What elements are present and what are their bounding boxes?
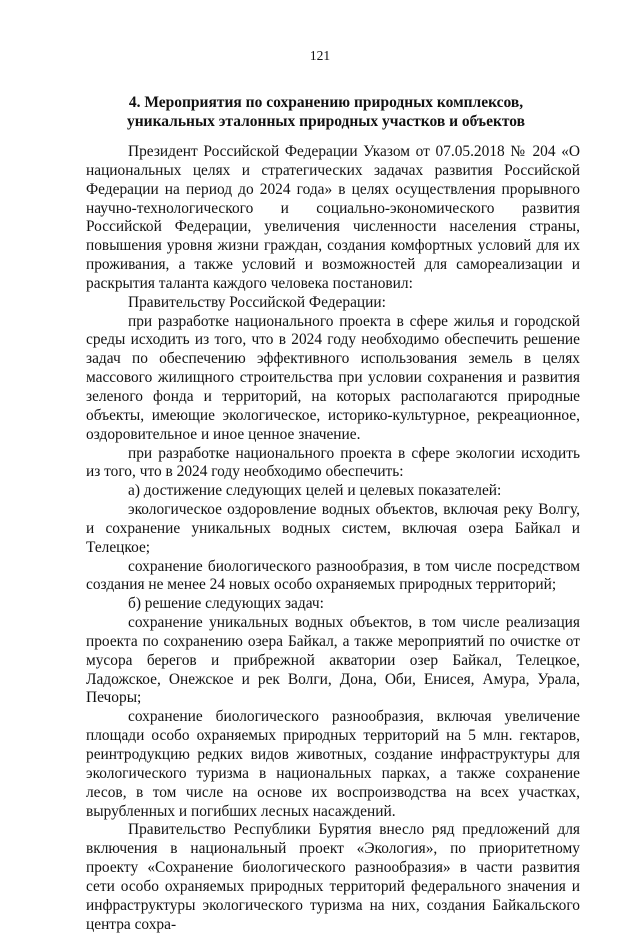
paragraph: сохранение уникальных водных объектов, в том числе реализация проекта по сохранению озера Байкал, а также мероприятий по очистке от мусора берегов и прибрежной акватории озер Байкал, Телецкое, Ладожское, Онежское и рек Волги, Дона, Оби, Енисея, Амура, Урала, Печоры; — [86, 614, 580, 707]
paragraph: Правительство Республики Бурятия внесло ряд предложений для включения в национальный проект «Экология», по приоритетному проекту «Сохранение биологического разнообразия» в части развития сети особо охраняемых природных территорий федерального значения и инфраструктуры экологического туризма на них, создания Байкальского центра сохра- — [86, 821, 580, 933]
paragraph: а) достижение следующих целей и целевых показателей: — [128, 482, 502, 500]
paragraph: при разработке национального проекта в сфере жилья и городской среды исходить из того, что в 2024 году необходимо обеспечить решение задач по обеспечению эффективного использования земель в целях массового жилищного строительства при условии сохранения и развития зеленого фонда и территорий, на которых располагаются природные объекты, имеющие экологическое, историко-культурное, рекреационное, оздоровительное и иное ценное значение. — [86, 312, 580, 443]
paragraph: при разработке национального проекта в сфере экологии исходить из того, что в 2024 году необходимо обеспечить: — [86, 444, 580, 481]
body-text — [86, 143, 580, 934]
section-heading-line-2: уникальных эталонных природных участков и объектов — [126, 113, 526, 130]
paragraph: экологическое оздоровление водных объектов, включая реку Волгу, и сохранение уникальных водных систем, включая озера Байкал и Телецкое; — [86, 501, 580, 556]
section-heading-line-1: 4. Мероприятия по сохранению природных комплексов, — [128, 94, 524, 111]
paragraph: сохранение биологического разнообразия, в том числе посредством создания не менее 24 новых особо охраняемых природных территорий; — [86, 557, 580, 594]
paragraph: Президент Российской Федерации Указом от 07.05.2018 № 204 «О национальных целях и стратегических задачах развития Российской Федерации на период до 2024 года» в целях осуществления прорывного научно-технологического и социально-экономического развития Российской Федерации, увеличения численности населения страны, повышения уровня жизни граждан, создания комфортных условий для их проживания, а также условий и возможностей для самореализации и раскрытия таланта каждого человека постановил: — [86, 143, 580, 292]
page-number: 121 — [309, 48, 331, 63]
paragraph: Правительству Российской Федерации: — [128, 293, 386, 311]
section-heading — [86, 93, 566, 131]
paragraph: б) решение следующих задач: — [128, 595, 324, 613]
paragraph: сохранение биологического разнообразия, включая увеличение площади особо охраняемых природных территорий на 5 млн. гектаров, реинтродукцию редких видов животных, создание инфраструктуры для экологического туризма в национальных парках, а также сохранение лесов, в том числе на основе их воспроизводства на всех участках, вырубленных и погибших лесных насаждений. — [86, 708, 580, 820]
